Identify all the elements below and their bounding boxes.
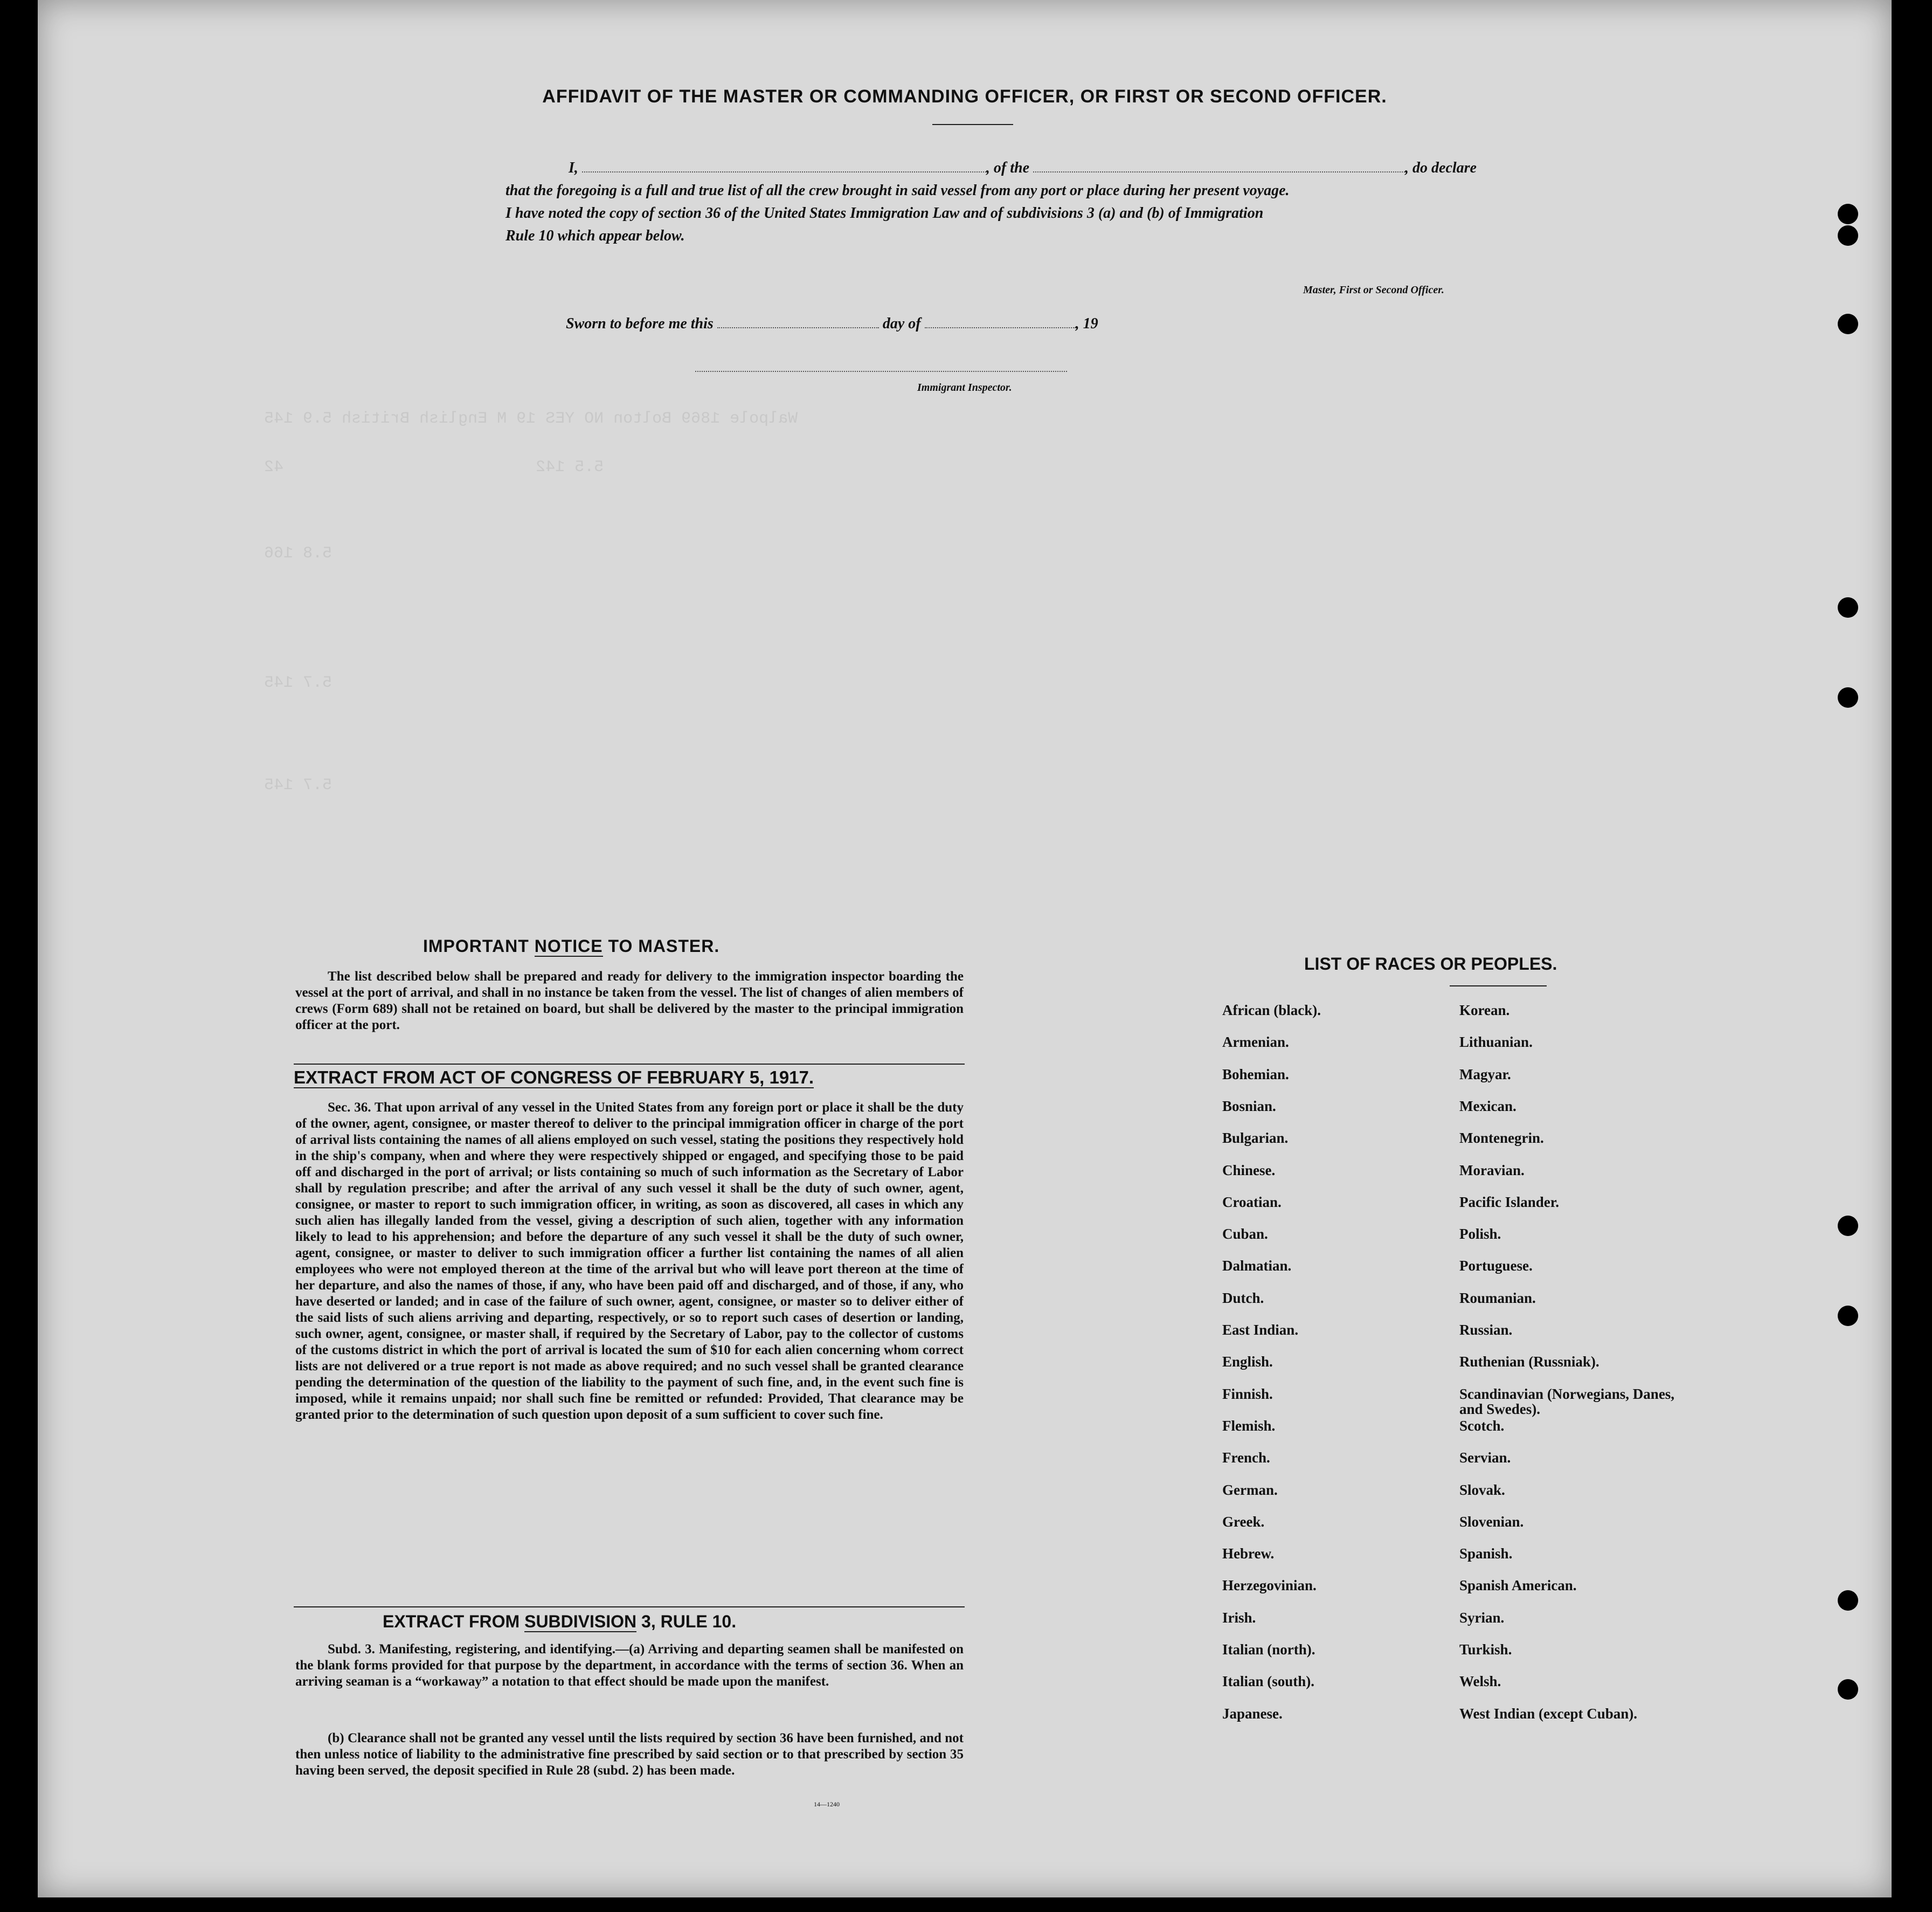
race-item: Greek. bbox=[1222, 1514, 1265, 1530]
races-title: LIST OF RACES OR PEOPLES. bbox=[1304, 954, 1557, 974]
race-item: Slovenian. bbox=[1459, 1514, 1524, 1530]
notice-title-b: NOTICE bbox=[534, 936, 603, 956]
affidavit-line-4: Rule 10 which appear below. bbox=[505, 227, 685, 244]
race-item: East Indian. bbox=[1222, 1322, 1299, 1338]
extract-act-text: Sec. 36. That upon arrival of any vessel in the United States from any foreign port or place it shall be the duty of the owner, agent, consignee, or master thereof to deliver to the principal immigration officer in charge of the port of arrival lists containing the names of all aliens employed on such vessel, stating the positions they respectively hold in the ship's company, when and where they were respectively shipped or engaged, and specifying those to be paid off and discharged in the port of arrival; or lists containing so much of such information as the Secretary of Labor shall by regulation prescribe; and after the arrival of any such vessel it shall be the duty of such owner, agent, consignee, or master to report to such immigration officer, in writing, as soon as discovered, all cases in which any such alien has illegally landed from the vessel, giving a description of such alien, together with any information likely to lead to his apprehension; and before the departure of any such vessel it shall be the duty of such owner, agent, consignee, or master to deliver to such immigration officer a further list containing the names of all alien employees who were not employed thereon at the time of the arrival but who will leave port thereon at the time of her departure, and also the names of those, if any, who have been paid off and discharged, and of those, if any, who have deserted or landed; and in case of the failure of such owner, agent, consignee, or master so to deliver either of the said lists of such aliens arriving and departing, respectively, or so to report such cases of desertion or landing, such owner, agent, consignee, or master shall, if required by the Secretary of Labor, pay to the collector of customs of the customs district in which the port of arrival is located the sum of $10 for each alien concerning whom correct lists are not delivered or a true report is not made as above required; and no such vessel shall be granted clearance pending the determination of the question of the liability to the payment of such fine, and, in the event such fine is imposed, while it remains unpaid; nor shall such fine be remitted or refunded: Provided, That clearance may be granted prior to the determination of such question upon deposit of a sum sufficient to cover such fine. bbox=[295, 1100, 964, 1422]
race-item: Cuban. bbox=[1222, 1226, 1268, 1242]
race-item: West Indian (except Cuban). bbox=[1459, 1706, 1638, 1722]
inspector-signature-label: Immigrant Inspector. bbox=[917, 382, 1012, 394]
sworn-year: , 19 bbox=[1075, 315, 1098, 332]
race-item: Servian. bbox=[1459, 1449, 1511, 1466]
race-item: Finnish. bbox=[1222, 1386, 1273, 1402]
affidavit-line-3: I have noted the copy of section 36 of the United States Immigration Law and of subdivisions 3 (a) and (b) of Immigration bbox=[505, 205, 1264, 222]
race-item: African (black). bbox=[1222, 1002, 1321, 1018]
race-item: Dutch. bbox=[1222, 1290, 1264, 1306]
bleed-through-text: 5.7 145 bbox=[264, 776, 333, 795]
extract-rule-title bbox=[383, 1612, 736, 1632]
race-item: Herzegovinian. bbox=[1222, 1577, 1317, 1593]
race-item: Chinese. bbox=[1222, 1162, 1276, 1178]
bleed-through-text: 5.8 166 bbox=[264, 544, 333, 563]
extract-rule-title-a: EXTRACT FROM bbox=[383, 1612, 525, 1631]
race-item: Montenegrin. bbox=[1459, 1130, 1544, 1146]
race-item: Irish. bbox=[1222, 1610, 1256, 1626]
race-item: Italian (north). bbox=[1222, 1641, 1315, 1658]
race-item: Slovak. bbox=[1459, 1482, 1505, 1498]
notice-title-a: IMPORTANT bbox=[423, 936, 535, 956]
race-item: German. bbox=[1222, 1482, 1278, 1498]
race-item: Welsh. bbox=[1459, 1673, 1501, 1689]
race-item: Croatian. bbox=[1222, 1194, 1282, 1210]
race-item: Scandinavian (Norwegians, Danes, and Swedes). bbox=[1459, 1386, 1675, 1417]
race-item: Polish. bbox=[1459, 1226, 1501, 1242]
extract-rule-title-b: SUBDIVISION bbox=[524, 1612, 637, 1631]
affidavit-line-2: that the foregoing is a full and true list of all the crew brought in said vessel from any port or place during her present voyage. bbox=[505, 182, 1290, 199]
punch-hole bbox=[1838, 225, 1858, 246]
race-item: Syrian. bbox=[1459, 1610, 1505, 1626]
sworn-day-of: day of bbox=[882, 315, 921, 332]
race-item: Flemish. bbox=[1222, 1418, 1276, 1434]
section-divider bbox=[294, 1064, 965, 1065]
punch-hole bbox=[1838, 204, 1858, 224]
sworn-prefix: Sworn to before me this bbox=[566, 315, 714, 332]
punch-hole bbox=[1838, 1590, 1858, 1611]
race-item: Spanish American. bbox=[1459, 1577, 1577, 1593]
punch-hole bbox=[1838, 687, 1858, 708]
race-item: Italian (south). bbox=[1222, 1673, 1315, 1689]
extract-act-title-text: EXTRACT FROM ACT OF CONGRESS OF FEBRUARY 5, 1917. bbox=[294, 1067, 814, 1087]
master-signature-label: Master, First or Second Officer. bbox=[1303, 284, 1444, 296]
title-divider bbox=[932, 124, 1013, 125]
punch-hole bbox=[1838, 1306, 1858, 1326]
race-item: Japanese. bbox=[1222, 1706, 1283, 1722]
race-item: Mexican. bbox=[1459, 1098, 1516, 1114]
race-item: Russian. bbox=[1459, 1322, 1513, 1338]
extract-act-title bbox=[294, 1067, 814, 1088]
race-item: Roumanian. bbox=[1459, 1290, 1536, 1306]
vessel-field[interactable] bbox=[1033, 160, 1405, 172]
name-field[interactable] bbox=[582, 160, 986, 172]
document-page bbox=[38, 0, 1892, 1897]
notice-text: The list described below shall be prepared and ready for delivery to the immigration inspector boarding the vessel at the port of arrival, and shall in no instance be taken from the vessel. The list of changes of alien members of crews (Form 689) shall not be retained on board, but shall be delivered by the master to the principal immigration officer at the port. bbox=[295, 969, 964, 1032]
race-item: Bulgarian. bbox=[1222, 1130, 1289, 1146]
races-divider bbox=[1450, 985, 1547, 986]
bleed-through-text: Walpole 1869 Bolton NO YES 19 M English British 5.9 145 bbox=[264, 410, 798, 428]
sworn-month-field[interactable] bbox=[925, 315, 1076, 328]
punch-hole bbox=[1838, 1679, 1858, 1700]
bleed-through-text: 5.7 145 bbox=[264, 674, 333, 692]
race-item: Korean. bbox=[1459, 1002, 1510, 1018]
extract-rule-text-a: Subd. 3. Manifesting, registering, and identifying.—(a) Arriving and departing seamen shall be manifested on the blank forms provided for that purpose by the department, in accordance with the terms of section 36. When an arriving seaman is a “workaway” a notation to that effect should be made upon the manifest. bbox=[295, 1642, 964, 1689]
extract-rule-title-c: 3, RULE 10. bbox=[636, 1612, 737, 1631]
race-item: Magyar. bbox=[1459, 1066, 1511, 1082]
race-item: Armenian. bbox=[1222, 1034, 1289, 1050]
section-divider bbox=[294, 1606, 965, 1607]
affidavit-title: AFFIDAVIT OF THE MASTER OR COMMANDING OFFICER, OR FIRST OR SECOND OFFICER. bbox=[542, 86, 1387, 107]
sworn-day-field[interactable] bbox=[717, 315, 879, 328]
punch-hole bbox=[1838, 597, 1858, 618]
form-number: 14—1240 bbox=[814, 1800, 840, 1808]
race-item: Pacific Islander. bbox=[1459, 1194, 1559, 1210]
race-item: Turkish. bbox=[1459, 1641, 1512, 1658]
bleed-through-text: 5.5 142 42 bbox=[264, 458, 604, 477]
race-item: Bohemian. bbox=[1222, 1066, 1289, 1082]
punch-hole bbox=[1838, 1216, 1858, 1236]
race-item: Dalmatian. bbox=[1222, 1258, 1292, 1274]
notice-title-c: TO MASTER. bbox=[603, 936, 720, 956]
race-item: English. bbox=[1222, 1354, 1273, 1370]
race-item: Lithuanian. bbox=[1459, 1034, 1533, 1050]
race-item: Hebrew. bbox=[1222, 1545, 1275, 1562]
punch-hole bbox=[1838, 314, 1858, 334]
race-item: Scotch. bbox=[1459, 1418, 1505, 1434]
race-item: Moravian. bbox=[1459, 1162, 1525, 1178]
race-item: Portuguese. bbox=[1459, 1258, 1533, 1274]
race-item: French. bbox=[1222, 1449, 1270, 1466]
affidavit-of-the: , of the bbox=[986, 160, 1030, 176]
race-item: Bosnian. bbox=[1222, 1098, 1276, 1114]
notice-title bbox=[423, 936, 719, 956]
affidavit-i: I, bbox=[569, 160, 578, 176]
affidavit-declare: , do declare bbox=[1405, 160, 1477, 176]
extract-rule-text-b: (b) Clearance shall not be granted any vessel until the lists required by section 36 have been furnished, and not then unless notice of liability to the administrative fine prescribed by said section or to that prescribed by section 35 having been served, the deposit specified in Rule 28 (subd. 2) has been made. bbox=[295, 1731, 964, 1778]
affidavit-line-1 bbox=[569, 160, 1477, 177]
inspector-signature-line[interactable] bbox=[695, 371, 1067, 372]
race-item: Ruthenian (Russniak). bbox=[1459, 1354, 1599, 1370]
race-item: Spanish. bbox=[1459, 1545, 1513, 1562]
sworn-line bbox=[566, 315, 1098, 333]
